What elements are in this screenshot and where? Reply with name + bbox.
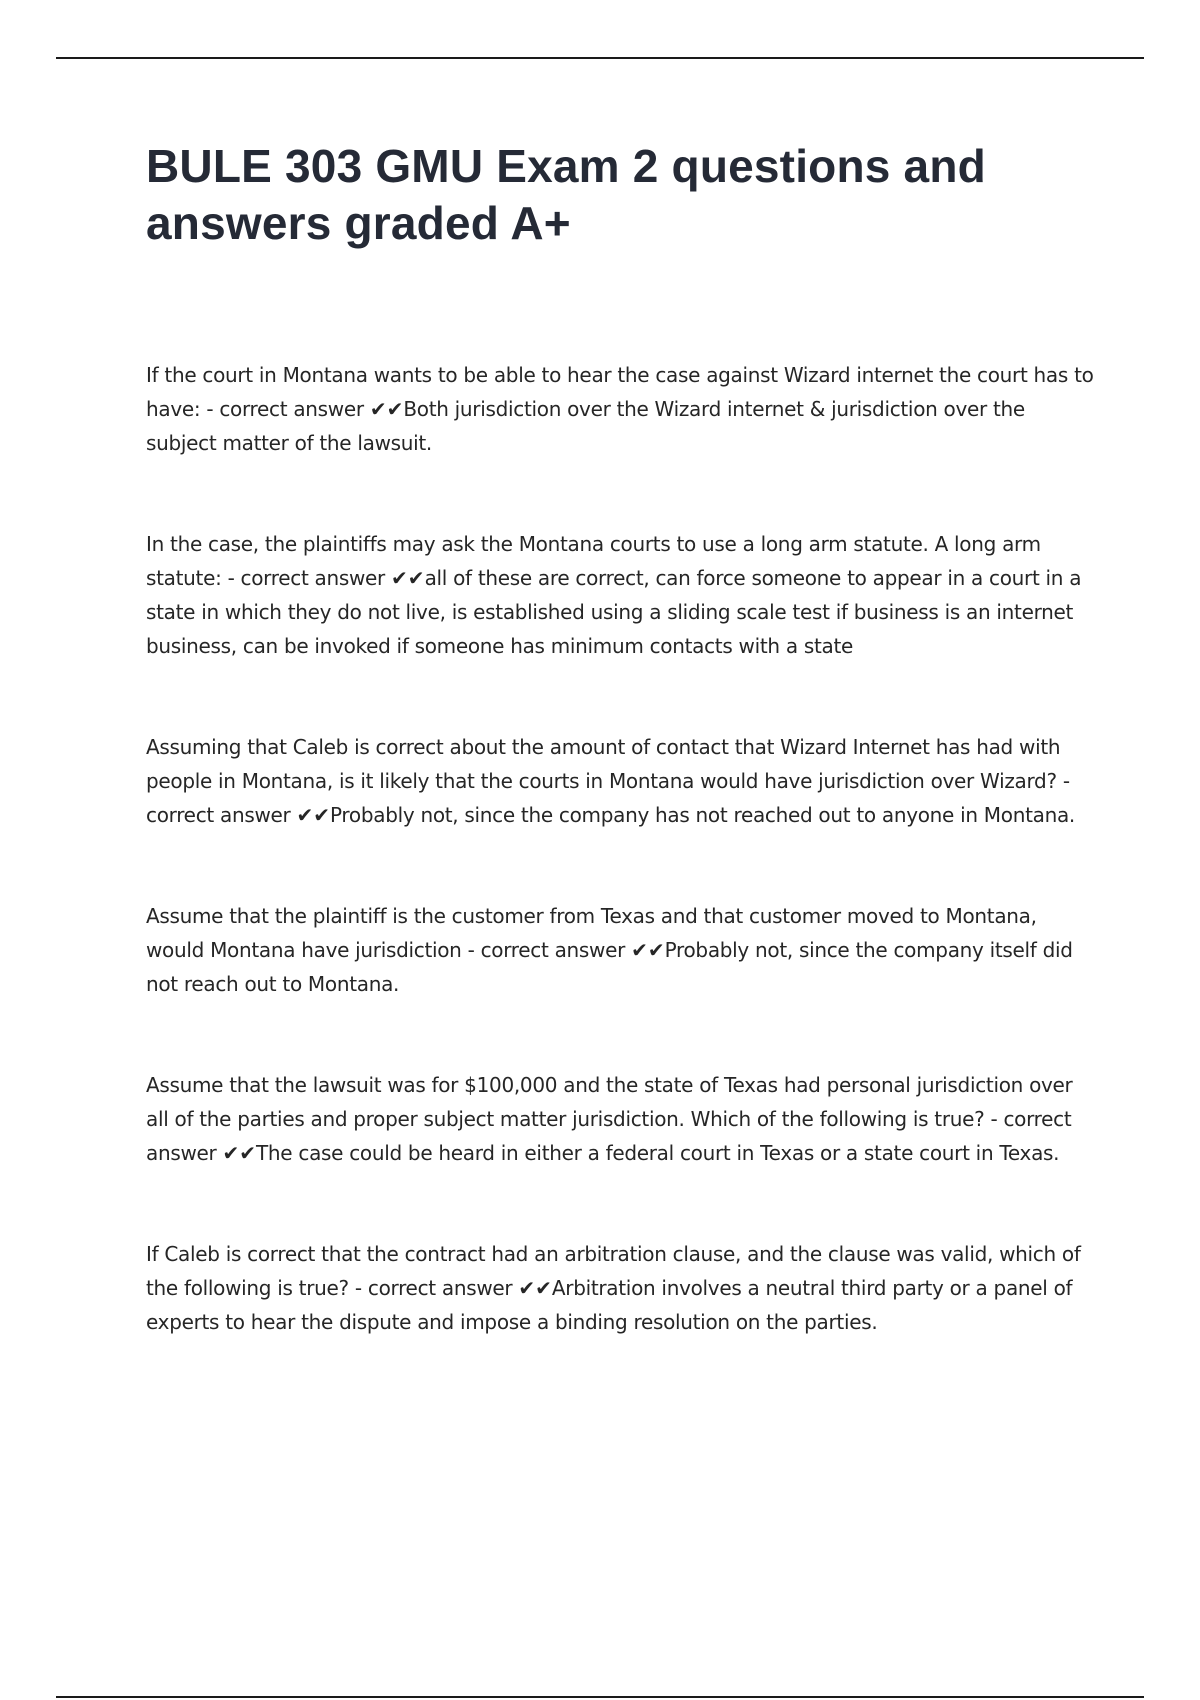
qa-item-1 bbox=[146, 358, 1096, 460]
double-check-icon: ✔✔ bbox=[222, 1141, 257, 1165]
question-text: In the case, the plaintiffs may ask the Montana courts to use a long arm statute. A long arm statute: - correct answer bbox=[146, 532, 1041, 590]
document-body bbox=[146, 138, 1096, 1339]
question-text: If the court in Montana wants to be able to hear the case against Wizard internet the court has to have: - correct answer bbox=[146, 363, 1094, 421]
bottom-rule bbox=[56, 1696, 1144, 1698]
double-check-icon: ✔✔ bbox=[631, 938, 665, 962]
qa-item-4 bbox=[146, 899, 1096, 1001]
qa-item-6 bbox=[146, 1237, 1096, 1339]
answer-text: Probably not, since the company has not reached out to anyone in Montana. bbox=[330, 803, 1075, 827]
answer-text: Arbitration involves a neutral third party or a panel of experts to hear the dispute and impose a binding resolution on the parties. bbox=[146, 1276, 1073, 1334]
double-check-icon: ✔✔ bbox=[369, 397, 404, 421]
answer-text: Probably not, since the company itself did not reach out to Montana. bbox=[146, 938, 1073, 996]
top-rule bbox=[56, 57, 1144, 59]
qa-list bbox=[146, 358, 1096, 1339]
qa-item-2 bbox=[146, 527, 1096, 663]
document-title: BULE 303 GMU Exam 2 questions and answers graded A+ bbox=[146, 140, 986, 249]
double-check-icon: ✔✔ bbox=[518, 1276, 552, 1300]
answer-text: Both jurisdiction over the Wizard internet & jurisdiction over the subject matter of the lawsuit. bbox=[146, 397, 1025, 455]
answer-text: The case could be heard in either a federal court in Texas or a state court in Texas. bbox=[256, 1141, 1060, 1165]
qa-item-3 bbox=[146, 730, 1096, 832]
question-text: If Caleb is correct that the contract had an arbitration clause, and the clause was valid, which of the following is true? - correct answer bbox=[146, 1242, 1081, 1300]
question-text: Assume that the lawsuit was for $100,000 and the state of Texas had personal jurisdiction over all of the parties and proper subject matter jurisdiction. Which of the following is true? - correct answer bbox=[146, 1073, 1073, 1165]
double-check-icon: ✔✔ bbox=[391, 566, 425, 590]
question-text: Assume that the plaintiff is the customer from Texas and that customer moved to Montana, would Montana have jurisdiction - correct answer bbox=[146, 904, 1037, 962]
double-check-icon: ✔✔ bbox=[296, 803, 331, 827]
qa-item-5 bbox=[146, 1068, 1096, 1170]
question-text: Assuming that Caleb is correct about the amount of contact that Wizard Internet has had with people in Montana, is it likely that the courts in Montana would have jurisdiction over Wizard? - correct answer bbox=[146, 735, 1070, 827]
answer-text: all of these are correct, can force someone to appear in a court in a state in which they do not live, is established using a sliding scale test if business is an internet business, can be invoked if someone has minimum contacts with a state bbox=[146, 566, 1082, 658]
